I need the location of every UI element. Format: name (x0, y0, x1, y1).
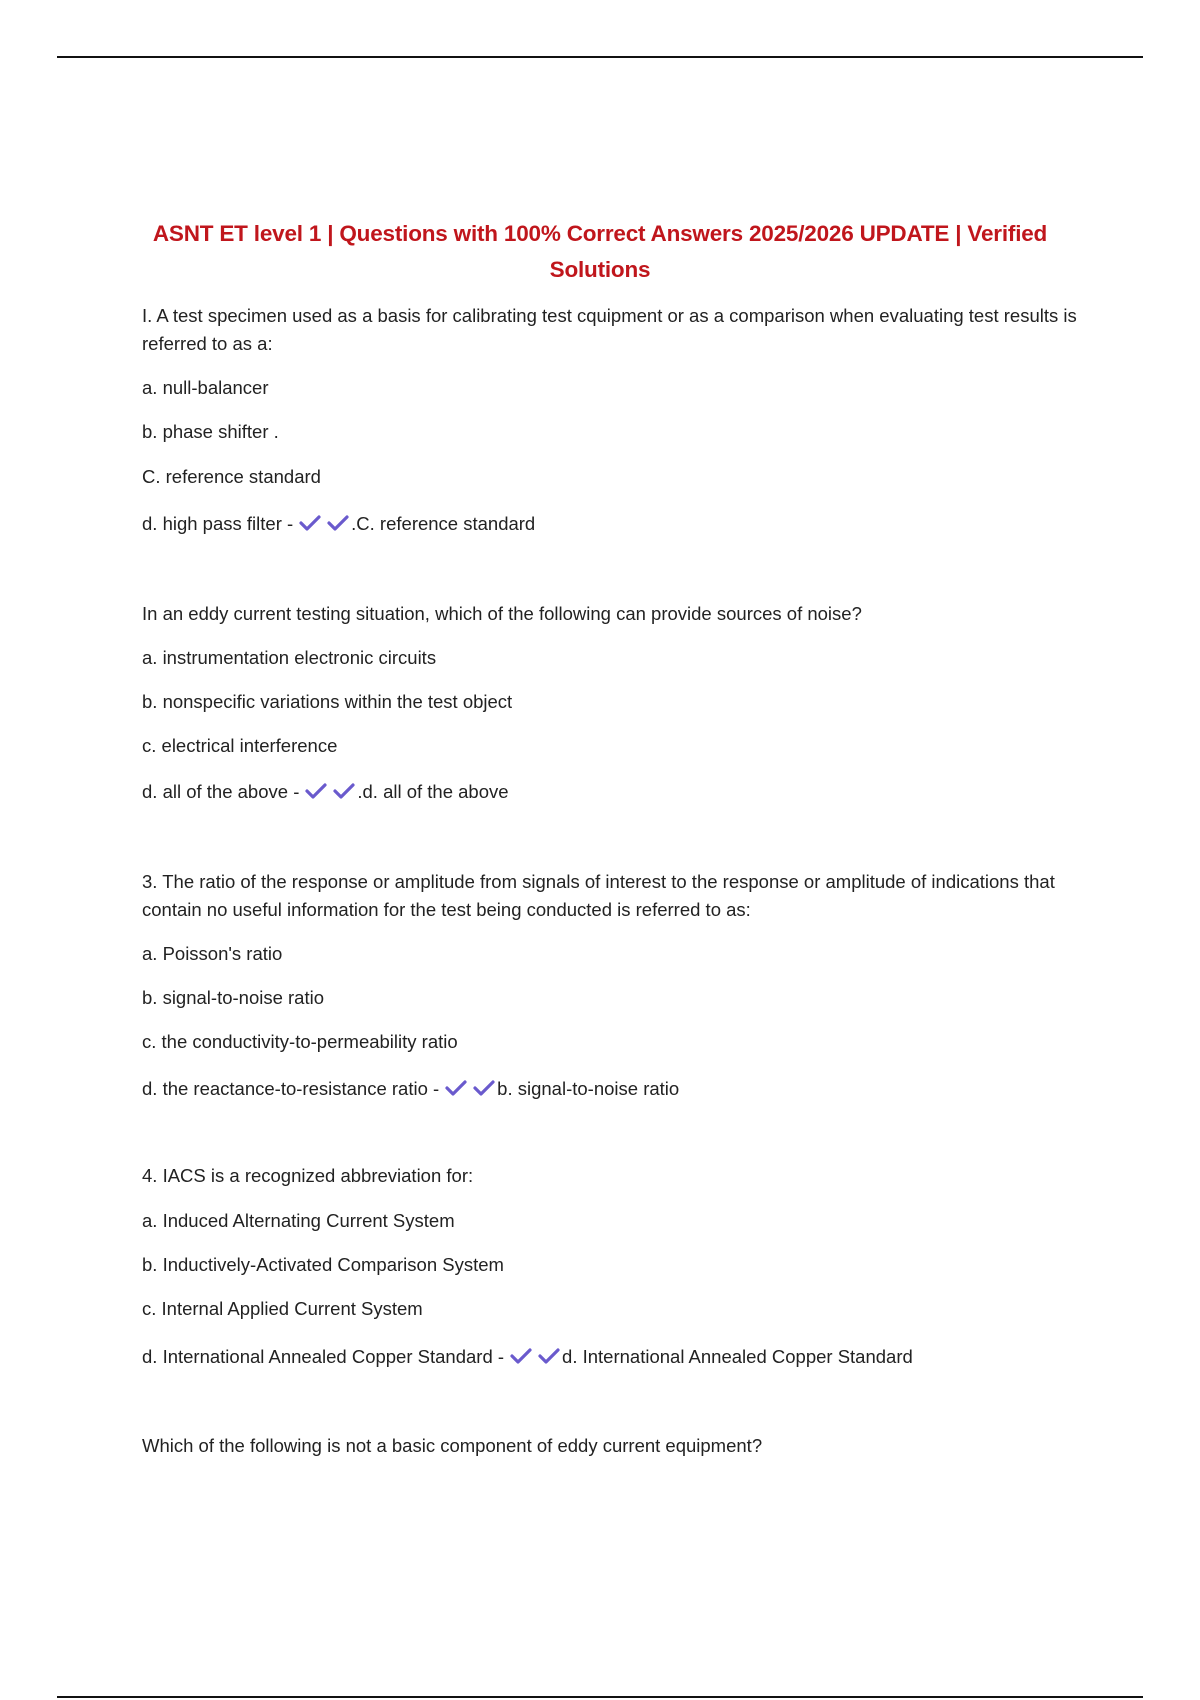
question-4-option-c: c. Internal Applied Current System (142, 1298, 423, 1319)
document-title: ASNT ET level 1 | Questions with 100% Correct Answers 2025/2026 UPDATE | Verified Solutions (152, 221, 1048, 282)
check-icon (305, 783, 327, 799)
check-icon (327, 515, 349, 531)
question-2-option-d: d. all of the above - (142, 781, 300, 802)
question-3-answer: b. signal-to-noise ratio (497, 1078, 680, 1099)
question-4-prompt: 4. IACS is a recognized abbreviation for: (142, 1165, 474, 1186)
question-1-option-d-row (142, 510, 1082, 538)
question-3-prompt: 3. The ratio of the response or amplitude from signals of interest to the response or amplitude of indications that contain no useful information for the test being conducted is referred to as: (142, 871, 1055, 920)
check-icon (538, 1348, 560, 1364)
question-4-option-d-row (142, 1343, 1082, 1371)
check-icon (333, 783, 355, 799)
check-icon (445, 1080, 467, 1096)
question-4-option-b: b. Inductively-Activated Comparison System (142, 1254, 504, 1275)
footer-rule (57, 1696, 1143, 1698)
answer-checkmarks (305, 787, 355, 799)
question-1-option-b: b. phase shifter . (142, 421, 279, 442)
check-icon (510, 1348, 532, 1364)
question-4-option-a: a. Induced Alternating Current System (142, 1210, 455, 1231)
question-4-answer: d. International Annealed Copper Standard (562, 1346, 913, 1367)
question-2-option-b: b. nonspecific variations within the test object (142, 691, 513, 712)
question-2-answer: .d. all of the above (357, 781, 509, 802)
question-3-option-d-row (142, 1075, 1082, 1103)
question-1-prompt: I. A test specimen used as a basis for calibrating test cquipment or as a comparison when evaluating test results is referred to as a: (142, 305, 1077, 354)
question-5-prompt: Which of the following is not a basic component of eddy current equipment? (142, 1435, 763, 1456)
question-3-option-b: b. signal-to-noise ratio (142, 987, 325, 1008)
question-2-option-d-row (142, 778, 1082, 806)
check-icon (473, 1080, 495, 1096)
question-4-option-d: d. International Annealed Copper Standard - (142, 1346, 505, 1367)
question-1-option-c: C. reference standard (142, 466, 321, 487)
answer-checkmarks (510, 1352, 560, 1364)
question-2-prompt: In an eddy current testing situation, which of the following can provide sources of noise? (142, 603, 862, 624)
question-3-option-c: c. the conductivity-to-permeability ratio (142, 1031, 458, 1052)
answer-checkmarks (299, 519, 349, 531)
question-1-answer: .C. reference standard (351, 513, 536, 534)
answer-checkmarks (445, 1084, 495, 1096)
question-1-option-d: d. high pass filter - (142, 513, 294, 534)
question-2-option-c: c. electrical interference (142, 735, 338, 756)
question-1-option-a: a. null-balancer (142, 377, 269, 398)
question-2-option-a: a. instrumentation electronic circuits (142, 647, 437, 668)
question-3-option-a: a. Poisson's ratio (142, 943, 283, 964)
question-3-option-d: d. the reactance-to-resistance ratio - (142, 1078, 440, 1099)
check-icon (299, 515, 321, 531)
